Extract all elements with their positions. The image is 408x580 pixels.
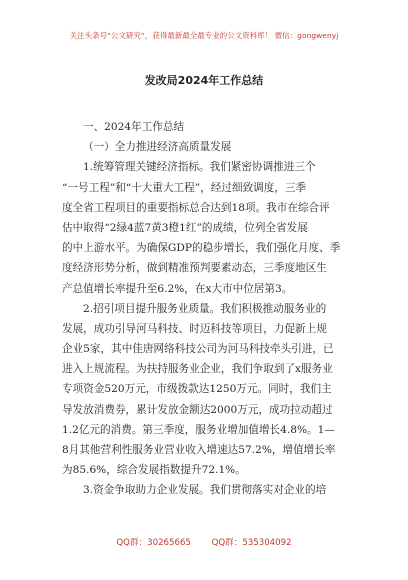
footer-qq-group-1: QQ群：30265665 (116, 538, 191, 548)
paragraph-line: 1.统筹管理关键经济指标。我们紧密协调推进三个 (83, 161, 316, 174)
paragraph-line: 2.招引项目提升服务业质量。我们积极推动服务业的 (83, 302, 327, 315)
paragraph-line: 估中取得“2绿4蓝7黄3橙1红”的成绩，位列全省发展 (62, 221, 308, 234)
paragraph-line: 的中上游水平。为确保GDP的稳步增长，我们强化月度、季 (62, 242, 341, 255)
paragraph-line: 专项资金520万元，市级拨款达1250万元。同时，我们主 (62, 383, 332, 396)
document-title: 发改局2024年工作总结 (144, 74, 264, 87)
paragraph-line: 1.2亿元的消费。第三季度，服务业增加值增长4.8%。1— (62, 423, 335, 436)
paragraph-line: 发展，成功引导河马科技、时迈科技等项目，力促新上规 (62, 322, 327, 335)
paragraph-line: 进入上规流程。为扶持服务业企业，我们争取到了x服务业 (62, 363, 333, 376)
header-banner: 关注头条号“公文研究”，获得最新最全最专业的公文资料库！ 微信：gongwenyj (69, 31, 339, 40)
paragraph-line: “一号工程”和“十大重大工程”，经过细致调度，三季 (62, 181, 307, 194)
footer-contact (0, 536, 408, 548)
footer-qq-group-2: QQ群：535304092 (211, 538, 292, 548)
paragraph-line: 为85.6%，综合发展指数提升72.1%。 (62, 464, 246, 477)
document-body (62, 117, 352, 501)
paragraph-line: 企业5家，其中佳唐网络科技公司为河马科技牵头引进，已 (62, 343, 334, 356)
paragraph-line: 8月其他营利性服务业营业收入增速达57.2%，增值增长率 (62, 444, 336, 456)
section-heading: 一、2024年工作总结 (83, 121, 185, 133)
paragraph-line: 导发放消费券，累计发放金额达2000万元，成功拉动超过 (62, 403, 333, 416)
subsection-heading: （一）全力推进经济高质量发展 (83, 141, 232, 154)
paragraph-line: 度全省工程项目的重要指标总合达到18项。我市在综合评 (62, 201, 330, 214)
paragraph-line: 3.资金争取助力企业发展。我们贯彻落实对企业的培 (83, 484, 327, 497)
paragraph-line: 度经济形势分析，做到精准预判要素动态，三季度地区生 (62, 262, 327, 275)
paragraph-line: 产总值增长率提升至6.2%，在x大市中位居第3。 (62, 282, 293, 295)
